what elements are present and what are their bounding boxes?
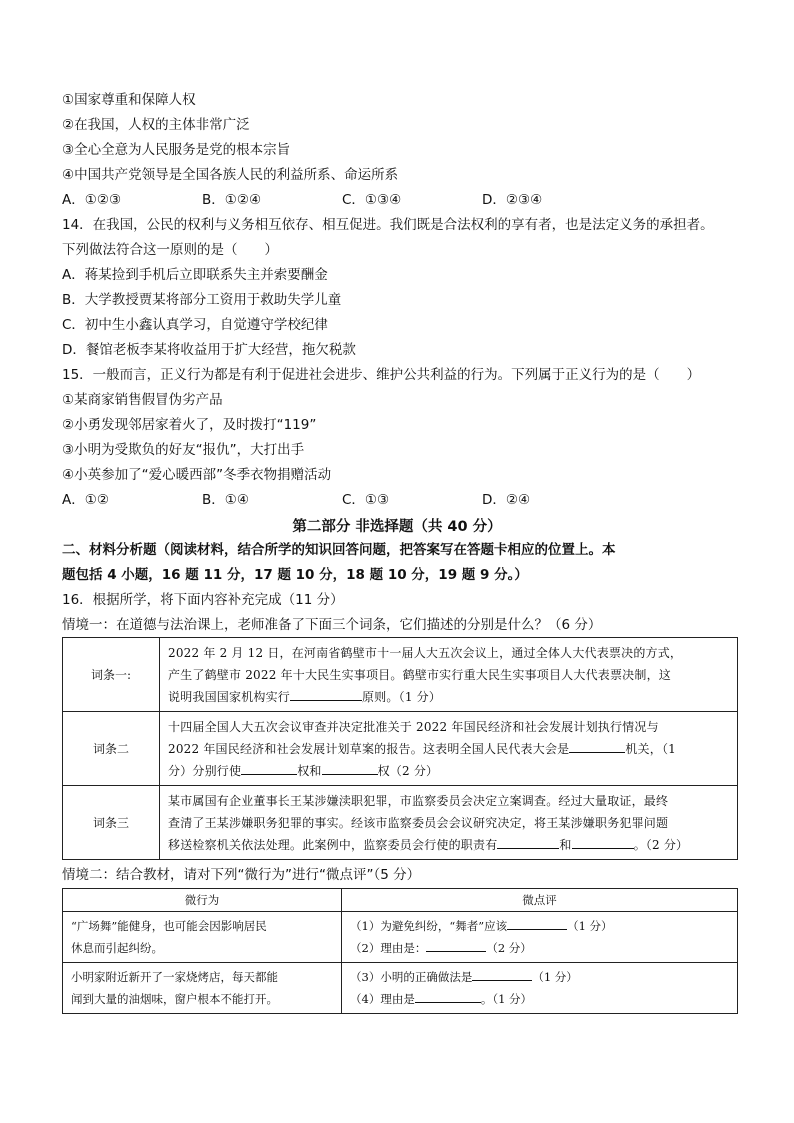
entry-row-1: [63, 638, 738, 712]
q15-item-4: ④小英参加了“爱心暖西部”冬季衣物捐赠活动: [62, 467, 332, 483]
review2-q4-score: 。（1 分）: [480, 992, 533, 1006]
review1-line2: [350, 937, 729, 959]
entry-body-3: [160, 786, 738, 860]
answer-blank[interactable]: [572, 834, 634, 849]
table2-behavior-1: [63, 912, 342, 963]
entry3-line1: 某市属国有企业董事长王某涉嫌渎职犯罪，市监察委员会决定立案调查。经过大量取证，最终: [168, 793, 669, 808]
review2-q4-text: （4）理由是: [350, 992, 415, 1006]
entry-label-3: 词条三: [63, 786, 160, 860]
answer-blank[interactable]: [290, 686, 362, 701]
behavior1-line2: 休息而引起纠纷。: [71, 941, 163, 955]
entry2-line2: [168, 738, 729, 760]
review1-q2-text: （2）理由是：: [350, 941, 427, 955]
q15-option-b: B．①④: [202, 492, 249, 508]
q14-stem-line1: 14．在我国，公民的权利与义务相互依存、相互促进。我们既是合法权利的享有者，也是法定义务的承担者。: [62, 217, 714, 233]
table2-head-behavior: 微行为: [63, 889, 342, 912]
answer-blank[interactable]: [415, 988, 481, 1003]
behavior1-line1: “广场舞”能健身，也可能会因影响居民: [71, 919, 267, 933]
table2-review-2: [342, 963, 738, 1014]
micro-review-table: [62, 888, 738, 1014]
q13-option-d: D．②③④: [482, 192, 543, 208]
entry2-line1: 十四届全国人大五次会议审查并决定批准关于 2022 年国民经济和社会发展计划执行情况与: [168, 719, 659, 734]
review1-line1: [350, 915, 729, 937]
part2-title: 第二部分 非选择题（共 40 分）: [292, 519, 502, 535]
entry-body-2: [160, 712, 738, 786]
entry3-line3-end: 。（2 分）: [633, 837, 689, 852]
table2-row-2: [63, 963, 738, 1014]
answer-blank[interactable]: [241, 760, 297, 775]
review2-q3-score: （1 分）: [532, 970, 578, 984]
entry2-line3-text: 分）分别行使: [168, 763, 242, 778]
entry3-line3: [168, 834, 729, 856]
answer-blank[interactable]: [322, 760, 378, 775]
answer-blank[interactable]: [497, 834, 559, 849]
entry1-line1: 2022 年 2 月 12 日，在河南省鹤壁市十一届人大五次会议上，通过全体人大代表票决的方式，: [168, 645, 683, 660]
table2-header-row: [63, 889, 738, 912]
q14-option-c: C．初中生小鑫认真学习，自觉遵守学校纪律: [62, 317, 328, 333]
q14-option-a: A．蒋某捡到手机后立即联系失主并索要酬金: [62, 267, 328, 283]
answer-blank[interactable]: [507, 915, 567, 930]
q15-item-2: ②小勇发现邻居家着火了，及时拨打“119”: [62, 417, 317, 433]
review2-line1: [350, 966, 729, 988]
q13-item-2: ②在我国，人权的主体非常广泛: [62, 117, 250, 133]
entry-label-2: 词条二: [63, 712, 160, 786]
entry-label-1: 词条一:: [63, 638, 160, 712]
table2-review-1: [342, 912, 738, 963]
review1-q2-score: （2 分）: [486, 941, 532, 955]
q15-option-a: A．①②: [62, 492, 109, 508]
entries-table: [62, 637, 738, 860]
entry1-line3: [168, 686, 729, 708]
q16-stem: 16．根据所学，将下面内容补充完成（11 分）: [62, 592, 344, 608]
answer-blank[interactable]: [426, 937, 486, 952]
q13-option-a: A．①②③: [62, 192, 122, 208]
q15-option-c: C．①③: [342, 492, 390, 508]
entry2-line3: [168, 760, 729, 782]
section-heading-line1: 二、材料分析题（阅读材料，结合所学的知识回答问题，把答案写在答题卡相应的位置上。本: [62, 542, 616, 558]
entry3-line3-text: 移送检察机关依法处理。此案例中，监察委员会行使的职责有: [168, 837, 498, 852]
q13-item-3: ③全心全意为人民服务是党的根本宗旨: [62, 142, 291, 158]
section-heading-line2: 题包括 4 小题，16 题 11 分，17 题 10 分，18 题 10 分，19 题 9 分。）: [62, 567, 528, 583]
q15-stem: 15．一般而言，正义行为都是有利于促进社会进步、维护公共利益的行为。下列属于正义行为的是（ ）: [62, 367, 701, 383]
q14-stem-line2: 下列做法符合这一原则的是（ ）: [62, 242, 278, 258]
entry-row-3: [63, 786, 738, 860]
entry-body-1: [160, 638, 738, 712]
answer-blank[interactable]: [472, 966, 532, 981]
entry3-line3-mid: 和: [559, 837, 572, 852]
review2-line2: [350, 988, 729, 1010]
q13-option-c: C．①③④: [342, 192, 402, 208]
entry1-line3-end: 原则。（1 分）: [362, 689, 442, 704]
q13-item-4: ④中国共产党领导是全国各族人民的利益所系、命运所系: [62, 167, 399, 183]
answer-blank[interactable]: [569, 738, 625, 753]
entry2-line2-text: 2022 年国民经济和社会发展计划草案的报告。这表明全国人民代表大会是: [168, 741, 570, 756]
entry3-line2: 查清了王某涉嫌职务犯罪的事实。经该市监察委员会会议研究决定，将王某涉嫌职务犯罪问题: [168, 815, 669, 830]
q13-option-b: B．①②④: [202, 192, 262, 208]
review2-q3-text: （3）小明的正确做法是: [350, 970, 473, 984]
entry2-line3-end: 权（2 分）: [377, 763, 439, 778]
q14-option-b: B．大学教授贾某将部分工资用于救助失学儿童: [62, 292, 342, 308]
table2-behavior-2: [63, 963, 342, 1014]
behavior2-line2: 闻到大量的油烟味，窗户根本不能打开。: [71, 992, 278, 1006]
entry1-line3-text: 说明我国国家机构实行: [168, 689, 291, 704]
q13-item-1: ①国家尊重和保障人权: [62, 92, 196, 108]
q14-option-d: D．餐馆老板李某将收益用于扩大经营，拖欠税款: [62, 342, 356, 358]
review1-q1-text: （1）为避免纠纷，“舞者”应该: [350, 919, 508, 933]
q15-option-d: D．②④: [482, 492, 531, 508]
table2-head-review: 微点评: [342, 889, 738, 912]
entry2-line2-end: 机关，（1: [625, 741, 676, 756]
entry-row-2: [63, 712, 738, 786]
q16-scene1: 情境一：在道德与法治课上，老师准备了下面三个词条，它们描述的分别是什么？（6 分）: [62, 617, 602, 633]
review1-q1-score: （1 分）: [567, 919, 613, 933]
table2-row-1: [63, 912, 738, 963]
behavior2-line1: 小明家附近新开了一家烧烤店，每天都能: [71, 970, 278, 984]
q15-item-1: ①某商家销售假冒伪劣产品: [62, 392, 223, 408]
entry2-line3-mid: 权和: [297, 763, 322, 778]
q15-item-3: ③小明为受欺负的好友“报仇”，大打出手: [62, 442, 305, 458]
q16-scene2: 情境二：结合教材，请对下列“微行为”进行“微点评”（5 分）: [62, 867, 421, 883]
entry1-line2: 产生了鹤壁市 2022 年十大民生实事项目。鹤壁市实行重大民生实事项目人大代表票决制，这: [168, 667, 671, 682]
